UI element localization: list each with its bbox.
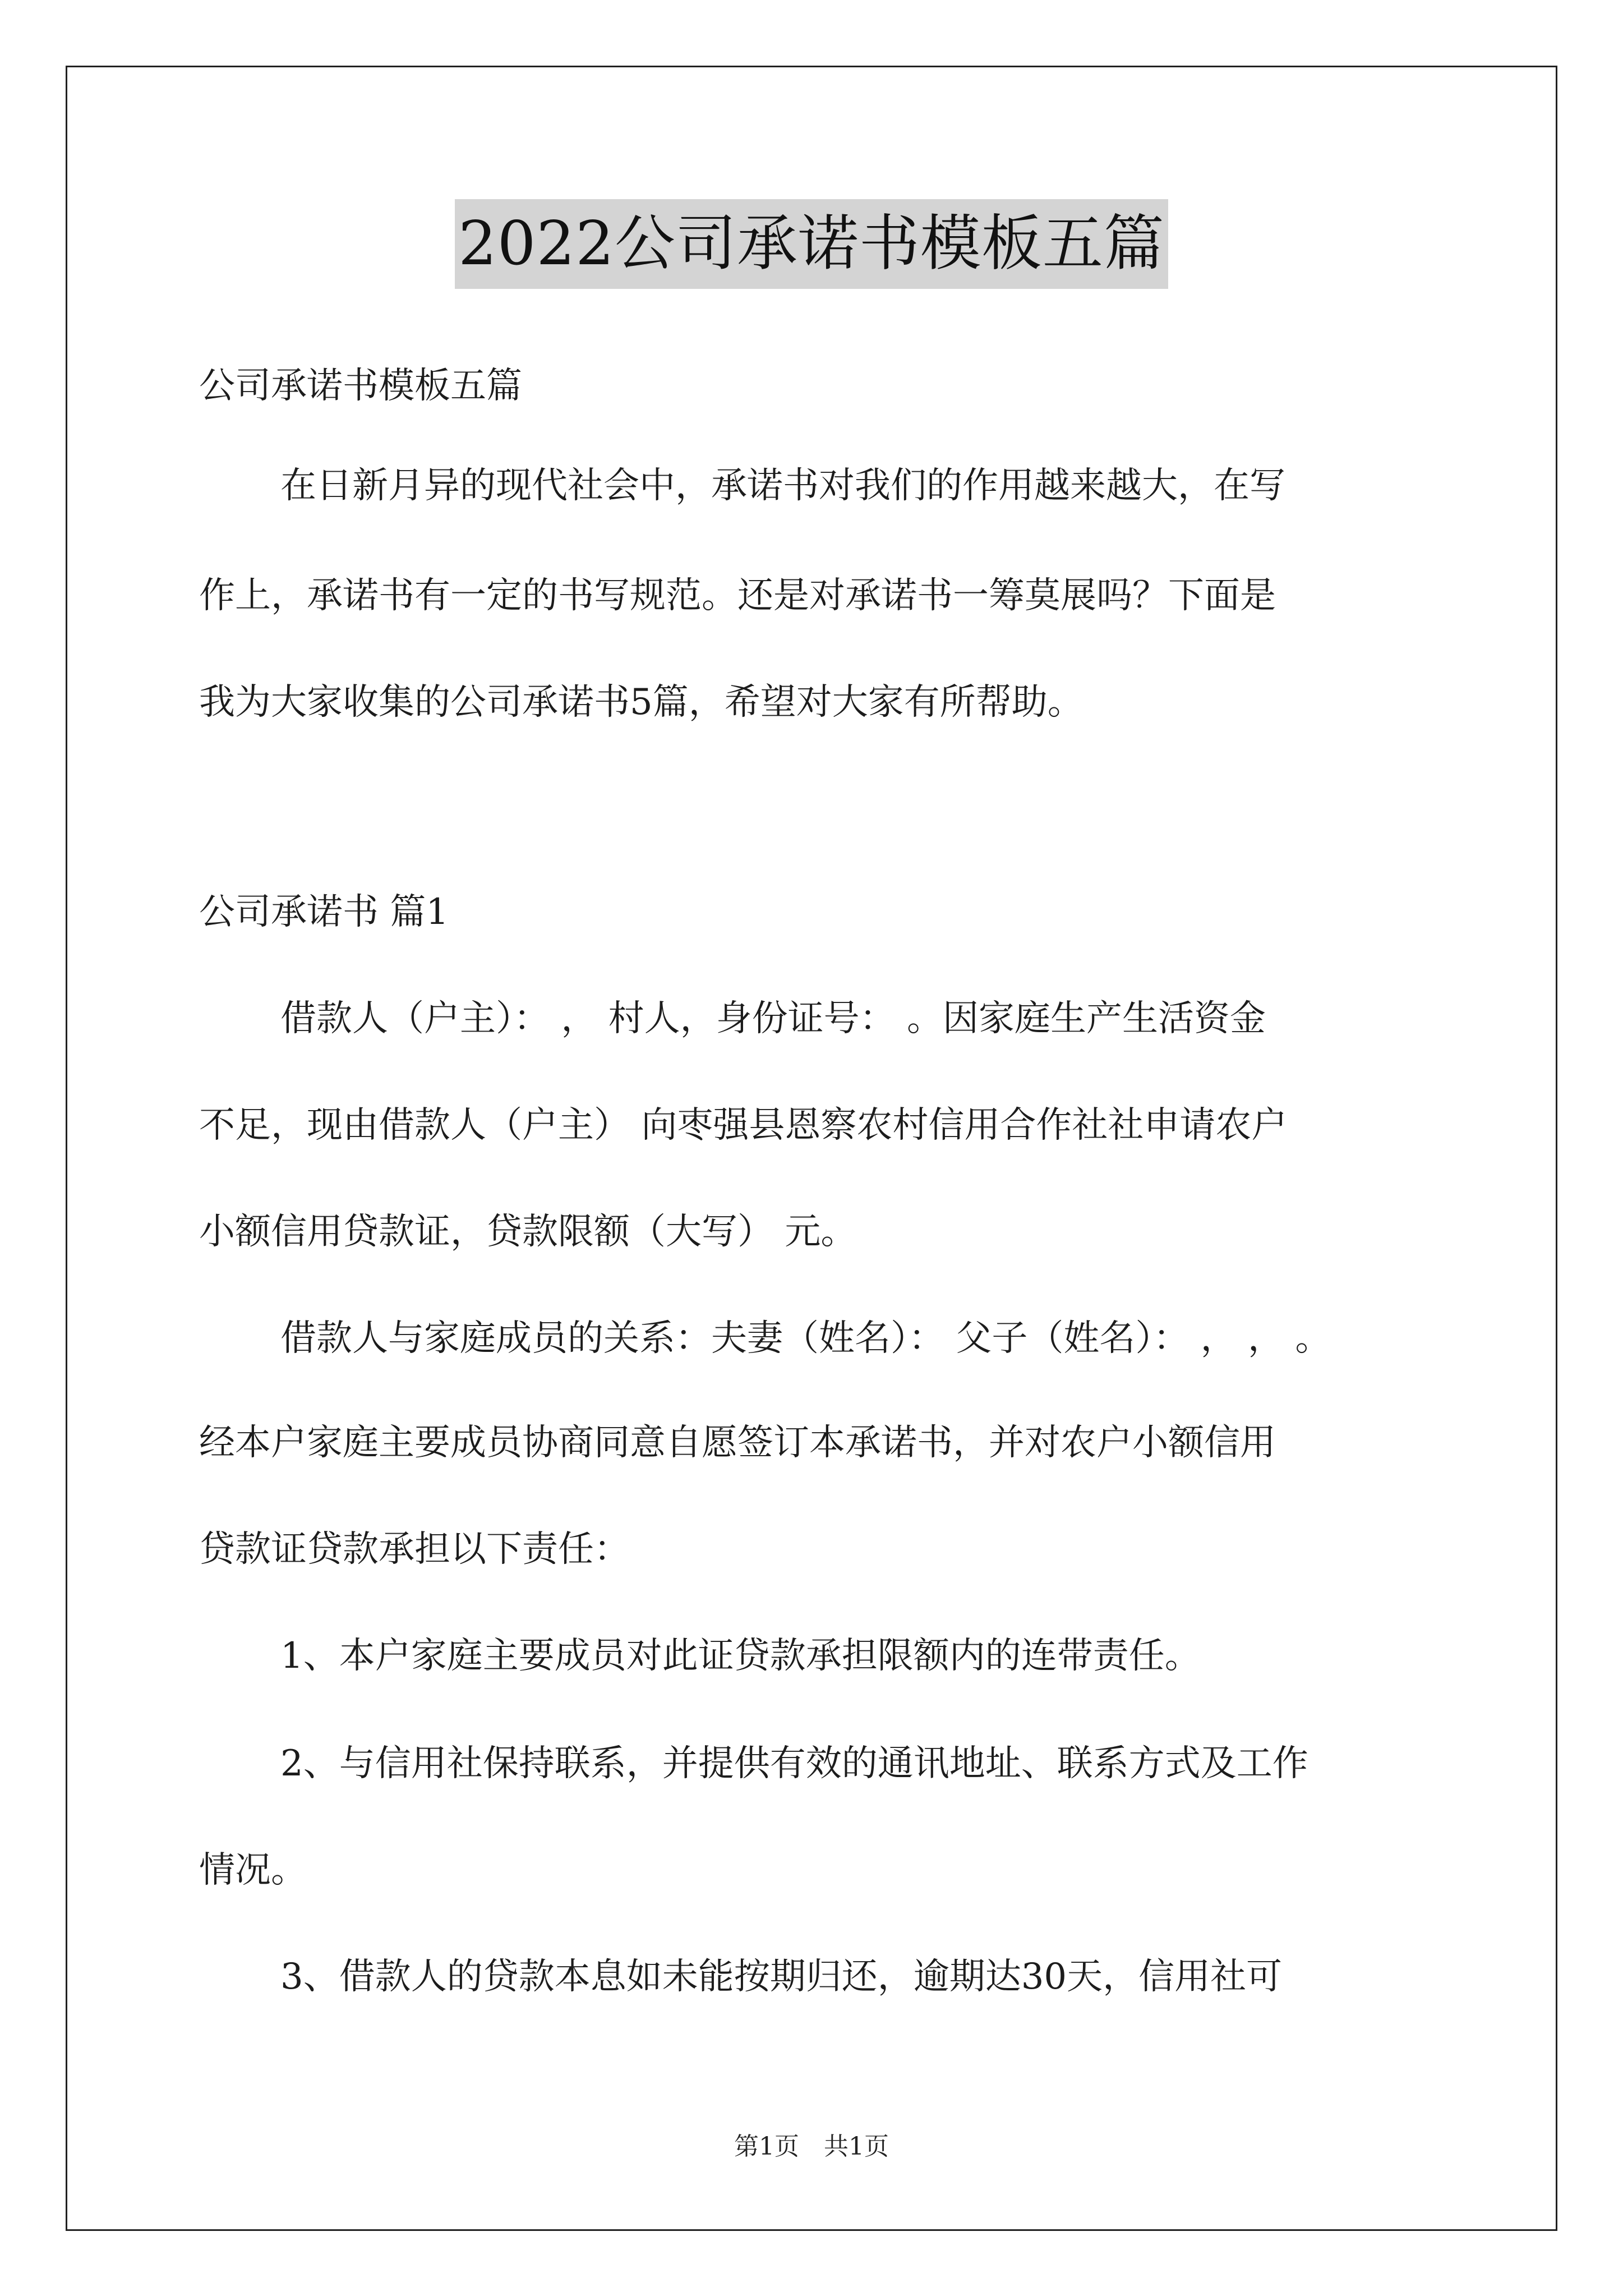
intro-line-3: 我为大家收集的公司承诺书5篇，希望对大家有所帮助。: [199, 682, 1083, 723]
body-line-4: 借款人与家庭成员的关系：夫妻（姓名）： 父子（姓名）： ， ， 。: [280, 1318, 1331, 1359]
page-number-footer: 第1页 共1页: [734, 2132, 889, 2161]
document-subtitle: 公司承诺书模板五篇: [199, 365, 522, 407]
body-line-5: 经本户家庭主要成员协商同意自愿签订本承诺书，并对农户小额信用: [199, 1422, 1276, 1464]
intro-line-2: 作上，承诺书有一定的书写规范。还是对承诺书一筹莫展吗？下面是: [199, 575, 1276, 616]
body-line-1: 借款人（户主）： ， 村人，身份证号： 。因家庭生产生活资金: [280, 998, 1266, 1039]
body-line-6: 贷款证贷款承担以下责任：: [199, 1529, 630, 1570]
body-line-9: 情况。: [199, 1849, 307, 1891]
body-line-3: 小额信用贷款证，贷款限额（大写） 元。: [199, 1211, 857, 1253]
body-line-8: 2、与信用社保持联系，并提供有效的通讯地址、联系方式及工作: [280, 1743, 1308, 1784]
section-heading: 公司承诺书 篇1: [199, 891, 449, 933]
intro-line-1: 在日新月异的现代社会中，承诺书对我们的作用越来越大，在写: [280, 465, 1285, 507]
body-line-10: 3、借款人的贷款本息如未能按期归还，逾期达30天，信用社可: [280, 1956, 1283, 1998]
document-title: 2022公司承诺书模板五篇: [455, 199, 1168, 289]
title-container: [0, 199, 1623, 289]
body-line-7: 1、本户家庭主要成员对此证贷款承担限额内的连带责任。: [280, 1635, 1201, 1677]
body-line-2: 不足，现由借款人（户主） 向枣强县恩察农村信用合作社社申请农户: [199, 1105, 1288, 1146]
